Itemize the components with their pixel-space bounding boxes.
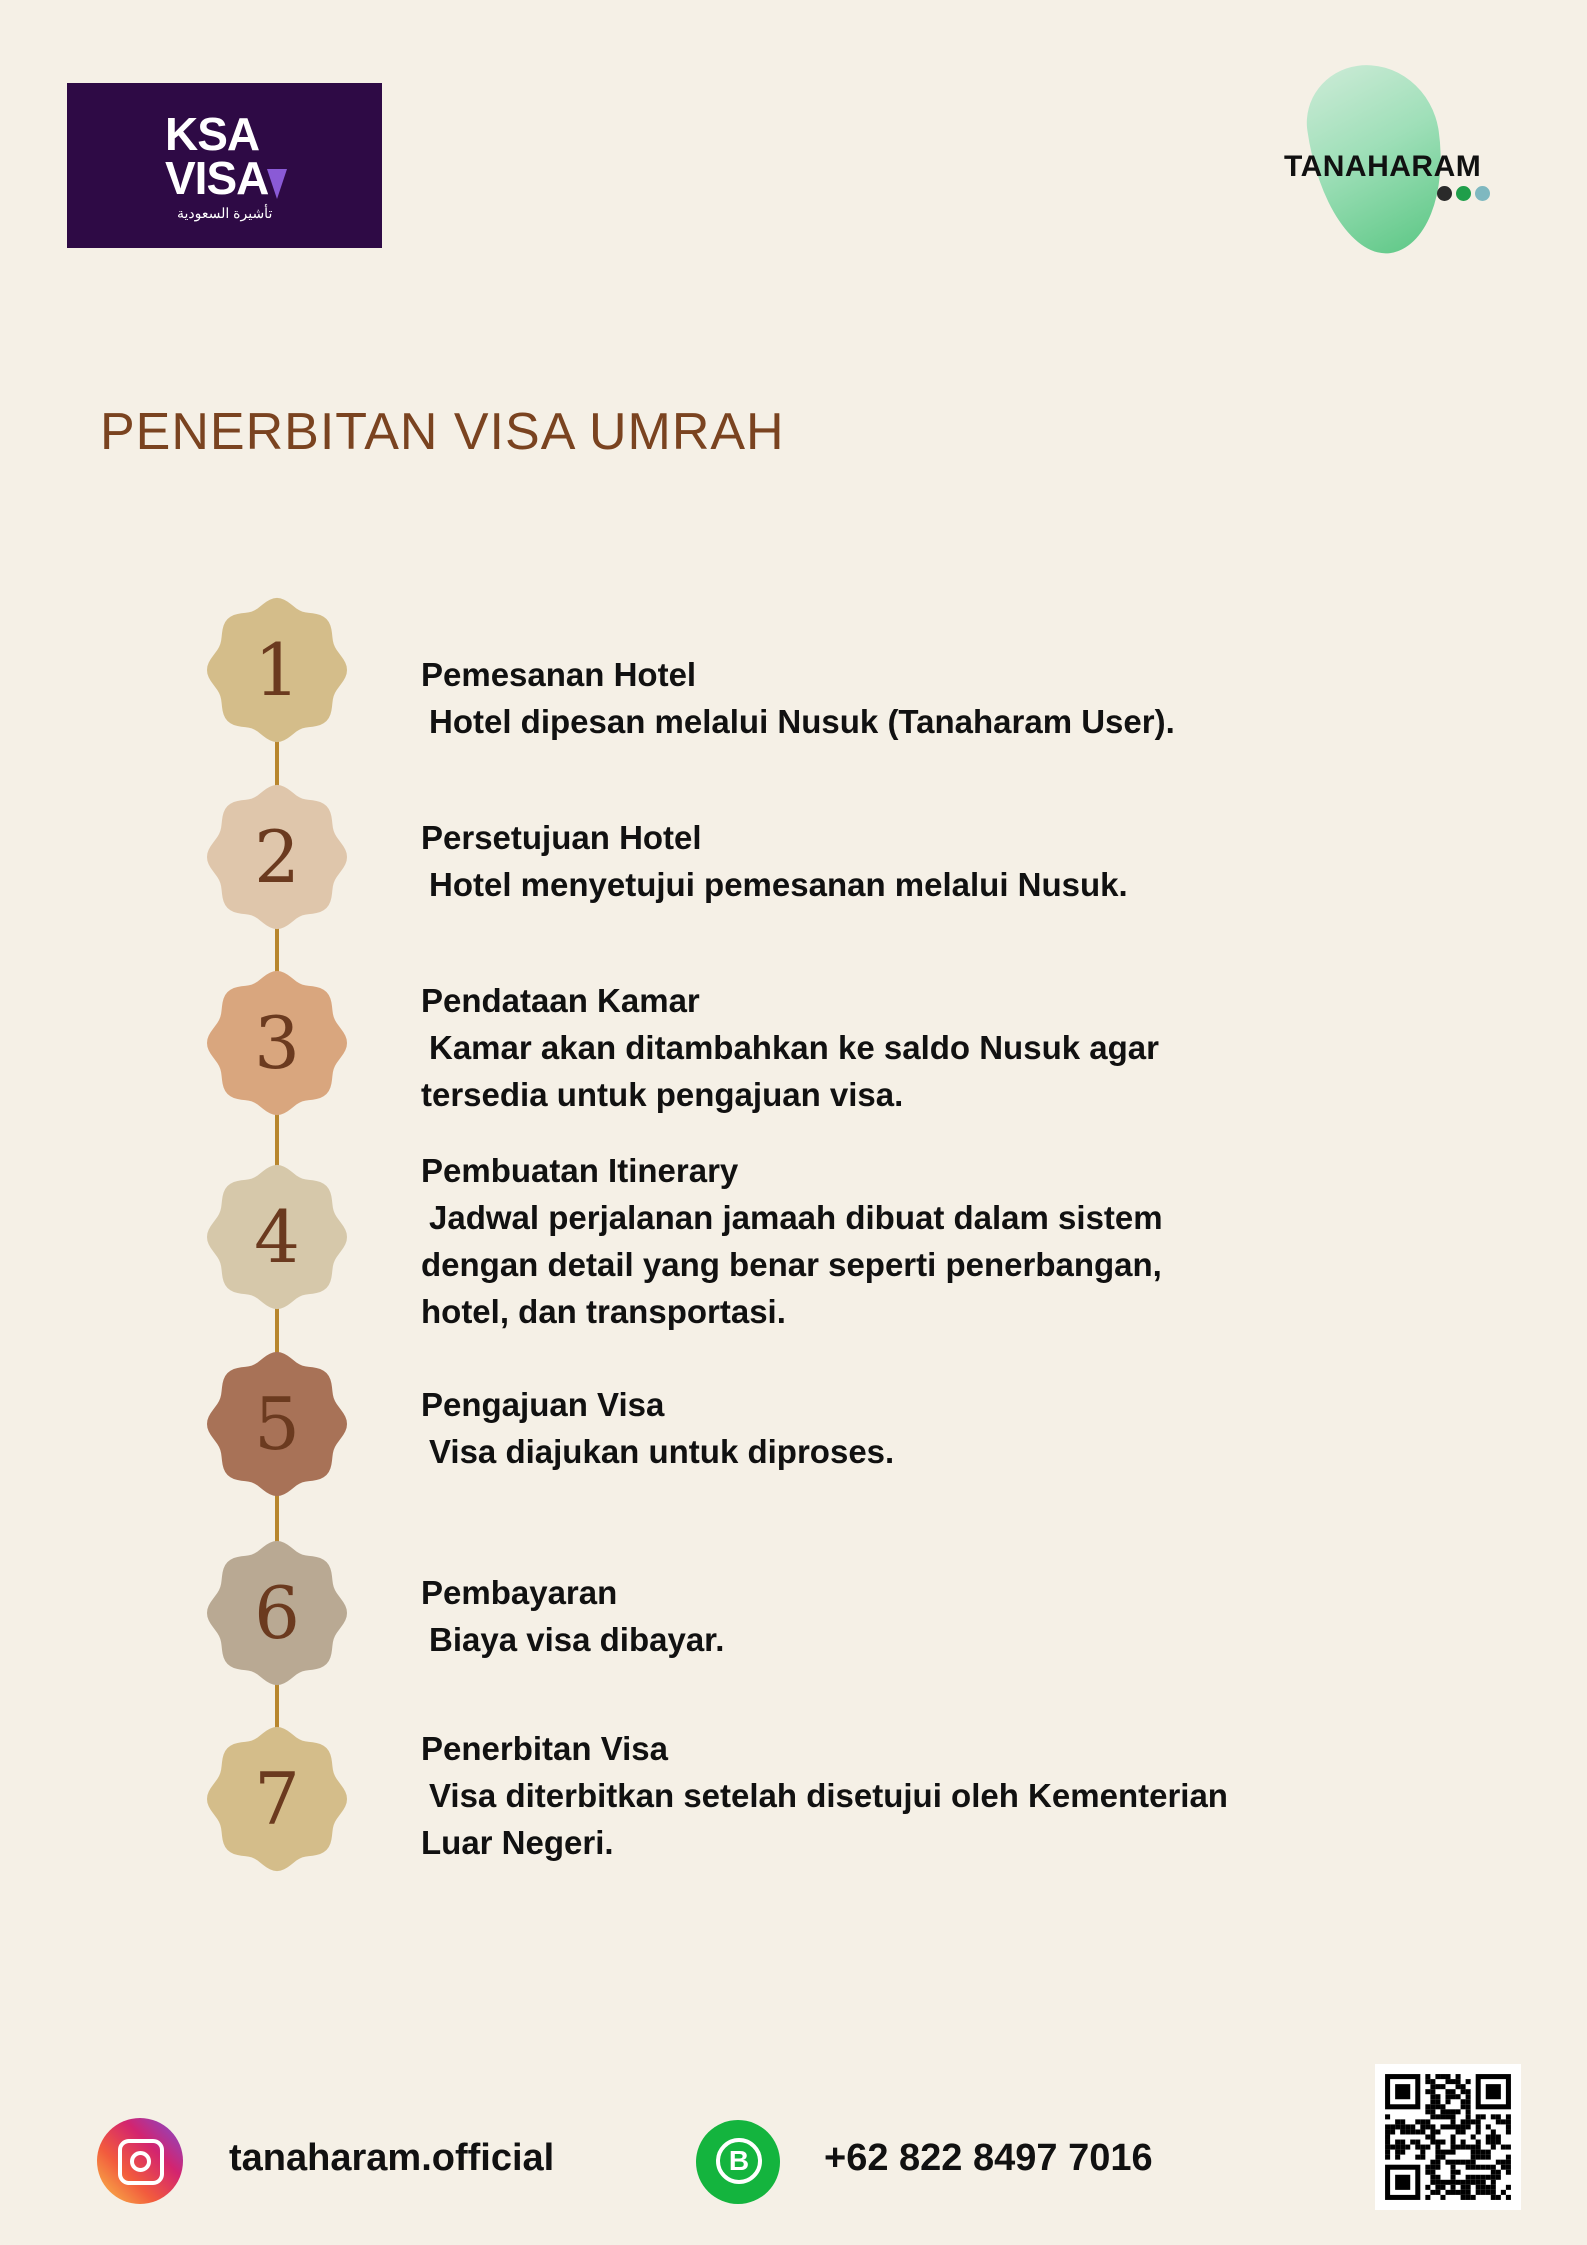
step-number: 5 [254,1382,300,1466]
step-description: Biaya visa dibayar. [429,1621,725,1658]
step-description: Kamar akan ditambahkan ke saldo Nusuk agar [429,1029,1159,1066]
step-title: Pembuatan Itinerary [421,1152,739,1189]
step-title: Pembayaran [421,1574,618,1611]
step-number: 6 [254,1571,300,1655]
tanaharam-logo [1282,64,1507,258]
ksa-logo-line2: VISA [165,152,269,204]
step-badge [202,1538,352,1688]
step-title: Pemesanan Hotel [421,656,697,693]
instagram-handle[interactable]: tanaharam.official [229,2137,555,2179]
step-title: Pengajuan Visa [421,1386,665,1423]
qr-code [1375,2064,1521,2210]
phone-number[interactable]: +62 822 8497 7016 [824,2137,1153,2179]
step-text [421,651,1381,745]
step-text [421,977,1381,1118]
step-badge [202,968,352,1118]
step-number: 3 [254,1001,300,1085]
step-badge [202,1349,352,1499]
step-description: Hotel dipesan melalui Nusuk (Tanaharam User). [429,703,1175,740]
step-number: 7 [254,1757,300,1841]
step-text [421,1569,1381,1663]
whatsapp-b-glyph: B [716,2138,762,2184]
step-description: dengan detail yang benar seperti penerbangan, [421,1246,1162,1283]
dot-icon [1437,186,1452,201]
step-text [421,1147,1381,1335]
ksa-logo-line1: KSA [165,108,260,160]
check-mark-icon [267,169,287,199]
logo-dots [1437,186,1490,201]
step-description: Visa diterbitkan setelah disetujui oleh Kementerian [429,1777,1228,1814]
step-description: Hotel menyetujui pemesanan melalui Nusuk. [429,866,1128,903]
step-number: 1 [254,628,300,712]
step-description: hotel, dan transportasi. [421,1293,786,1330]
step-badge [202,1724,352,1874]
step-description: Visa diajukan untuk diproses. [429,1433,895,1470]
step-text [421,814,1381,908]
step-number: 2 [254,815,300,899]
step-badge [202,782,352,932]
step-description: tersedia untuk pengajuan visa. [421,1076,904,1113]
step-description: Luar Negeri. [421,1824,614,1861]
whatsapp-business-icon[interactable] [696,2120,780,2204]
step-title: Persetujuan Hotel [421,819,702,856]
instagram-icon[interactable] [97,2118,183,2204]
step-text [421,1725,1381,1866]
step-text [421,1381,1381,1475]
dot-icon [1456,186,1471,201]
ksa-logo-arabic: تأشيرة السعودية [177,205,273,221]
tanaharam-logo-text: TANAHARAM [1284,150,1482,183]
step-description: Jadwal perjalanan jamaah dibuat dalam sistem [429,1199,1163,1236]
step-title: Pendataan Kamar [421,982,700,1019]
page-title: PENERBITAN VISA UMRAH [100,403,785,461]
dot-icon [1475,186,1490,201]
step-title: Penerbitan Visa [421,1730,669,1767]
step-badge [202,1162,352,1312]
ksa-visa-logo [67,83,382,248]
step-badge [202,595,352,745]
step-number: 4 [254,1195,300,1279]
